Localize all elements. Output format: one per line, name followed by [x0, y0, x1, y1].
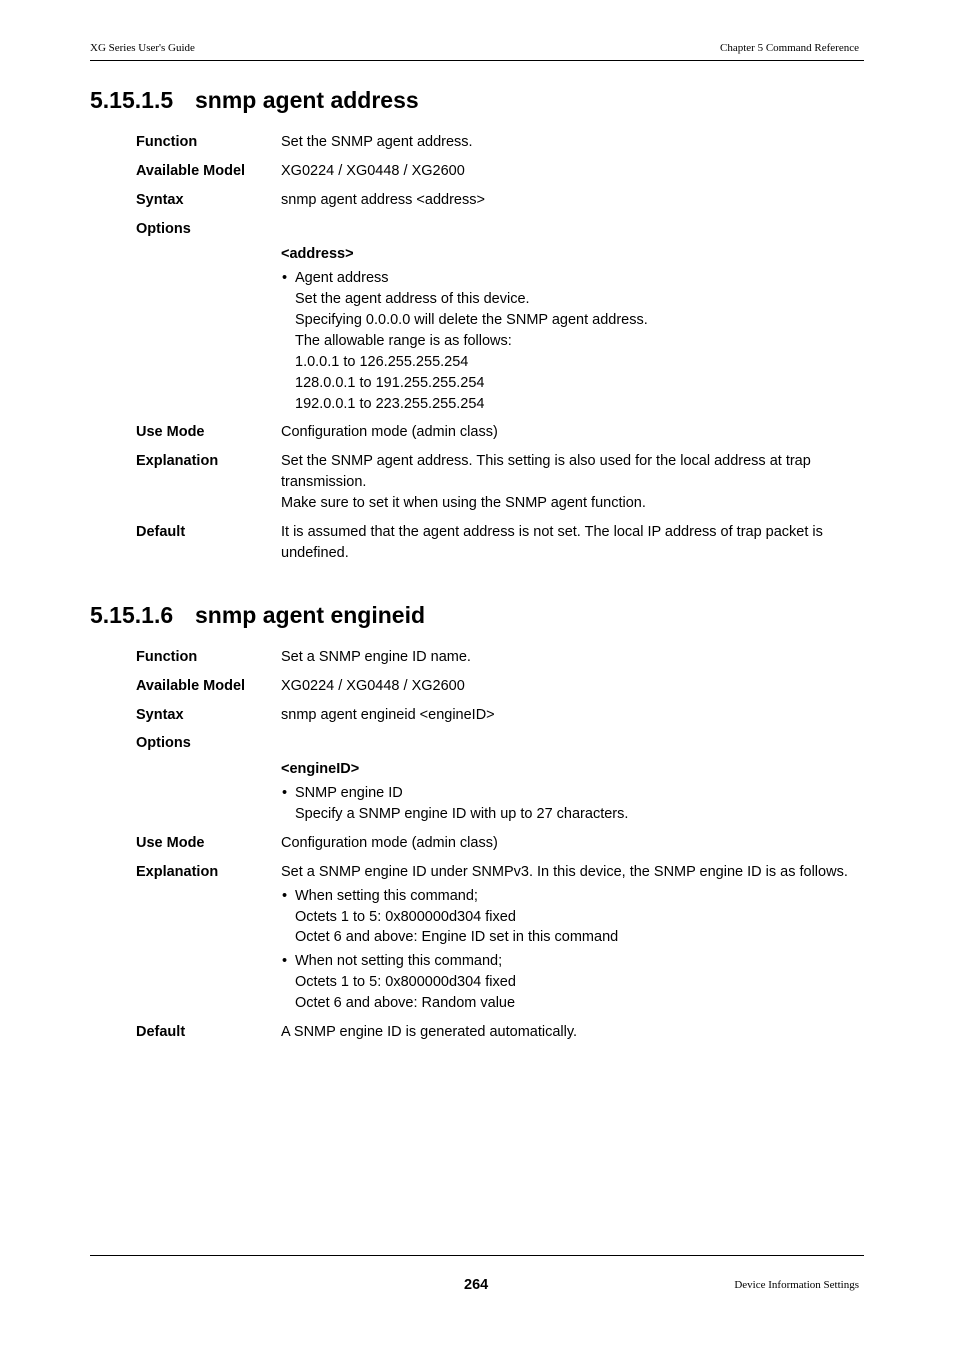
- available-model-value: XG0224 / XG0448 / XG2600: [281, 678, 465, 694]
- explanation-line: Octet 6 and above: Random value: [295, 995, 516, 1011]
- option-parameter: <engineID>: [281, 761, 360, 777]
- explanation-paragraph: Set the SNMP agent address. This setting is also used for the local address at trap transmission.: [281, 453, 811, 490]
- option-line: 192.0.0.1 to 223.255.255.254: [295, 396, 485, 412]
- label-default: Default: [136, 1024, 186, 1040]
- label-function: Function: [136, 649, 198, 665]
- section-heading-agent-address: [90, 86, 419, 114]
- explanation-line: Octet 6 and above: Engine ID set in this command: [295, 929, 619, 945]
- label-syntax: Syntax: [136, 192, 184, 208]
- option-line: Set the agent address of this device.: [295, 291, 530, 307]
- label-use-mode: Use Mode: [136, 835, 205, 851]
- label-explanation: Explanation: [136, 453, 219, 469]
- running-header-chapter: Chapter 5 Command Reference: [720, 42, 859, 54]
- section-title: snmp agent address: [195, 87, 419, 113]
- label-default: Default: [136, 524, 186, 540]
- function-value: Set a SNMP engine ID name.: [281, 649, 471, 665]
- label-explanation: Explanation: [136, 864, 219, 880]
- header-rule: [90, 60, 864, 61]
- label-available-model: Available Model: [136, 163, 246, 179]
- option-line: Specify a SNMP engine ID with up to 27 characters.: [295, 806, 629, 822]
- footer-rule: [90, 1255, 864, 1256]
- section-heading-agent-engineid: [90, 601, 425, 629]
- bullet-icon: •: [282, 270, 288, 286]
- label-options: Options: [136, 735, 191, 751]
- label-function: Function: [136, 134, 198, 150]
- use-mode-value: Configuration mode (admin class): [281, 835, 498, 851]
- explanation-line: Octets 1 to 5: 0x800000d304 fixed: [295, 974, 516, 990]
- use-mode-value: Configuration mode (admin class): [281, 424, 498, 440]
- running-footer-section: Device Information Settings: [734, 1279, 859, 1291]
- option-line: The allowable range is as follows:: [295, 333, 512, 349]
- option-line: 128.0.0.1 to 191.255.255.254: [295, 375, 485, 391]
- section-title: snmp agent engineid: [195, 602, 426, 628]
- label-options: Options: [136, 221, 191, 237]
- default-value: It is assumed that the agent address is not set. The local IP address of trap packet is undefined.: [281, 524, 823, 561]
- explanation-line: Octets 1 to 5: 0x800000d304 fixed: [295, 909, 516, 925]
- option-parameter: <address>: [281, 246, 354, 262]
- available-model-value: XG0224 / XG0448 / XG2600: [281, 163, 465, 179]
- label-use-mode: Use Mode: [136, 424, 205, 440]
- section-number: 5.15.1.6: [90, 602, 174, 628]
- option-line: 1.0.0.1 to 126.255.255.254: [295, 354, 469, 370]
- explanation-intro: Set a SNMP engine ID under SNMPv3. In this device, the SNMP engine ID is as follows.: [281, 864, 848, 880]
- explanation-paragraph: Make sure to set it when using the SNMP agent function.: [281, 495, 646, 511]
- syntax-value: snmp agent engineid <engineID>: [281, 707, 495, 723]
- syntax-value: snmp agent address <address>: [281, 192, 485, 208]
- bullet-icon: •: [282, 888, 288, 904]
- default-value: A SNMP engine ID is generated automatically.: [281, 1024, 578, 1040]
- label-available-model: Available Model: [136, 678, 246, 694]
- bullet-icon: •: [282, 785, 288, 801]
- function-value: Set the SNMP agent address.: [281, 134, 473, 150]
- running-header-title: XG Series User's Guide: [90, 42, 195, 54]
- section-number: 5.15.1.5: [90, 87, 174, 113]
- page-number: 264: [464, 1277, 489, 1293]
- label-syntax: Syntax: [136, 707, 184, 723]
- bullet-icon: •: [282, 953, 288, 969]
- option-line: Specifying 0.0.0.0 will delete the SNMP agent address.: [295, 312, 648, 328]
